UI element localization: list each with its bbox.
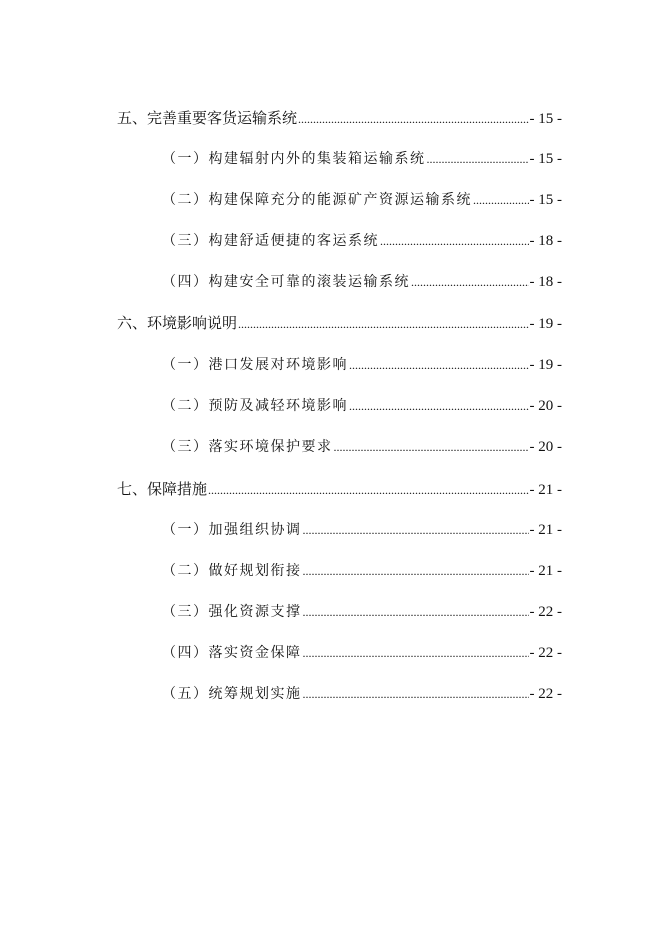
toc-leader-dots — [303, 643, 529, 663]
toc-entry-title: （一）加强组织协调 — [162, 522, 302, 538]
toc-leader-dots — [473, 190, 529, 210]
toc-entry-title: （四）构建安全可靠的滚装运输系统 — [162, 274, 410, 290]
toc-entry-page: - 20 - — [529, 439, 562, 455]
toc-entry-title: （二）做好规划衔接 — [162, 563, 302, 579]
toc-entry[interactable] — [162, 602, 562, 622]
toc-entry-title: （四）落实资金保障 — [162, 645, 302, 661]
toc-leader-dots — [349, 355, 529, 375]
toc-entry[interactable] — [162, 355, 562, 375]
toc-entry-page: - 15 - — [529, 192, 562, 208]
toc-leader-dots — [334, 437, 529, 457]
toc-entry-title: （一）港口发展对环境影响 — [162, 357, 348, 373]
toc-entry-page: - 22 - — [529, 645, 562, 661]
toc-entry[interactable] — [162, 561, 562, 581]
toc-entry[interactable] — [162, 272, 562, 292]
toc-entry-page: - 20 - — [529, 398, 562, 414]
toc-entry-page: - 22 - — [529, 686, 562, 702]
toc-leader-dots — [411, 272, 529, 292]
toc-leader-dots — [349, 396, 529, 416]
toc-entry-title: （三）构建舒适便捷的客运系统 — [162, 233, 379, 249]
toc-entry-title: （三）落实环境保护要求 — [162, 439, 333, 455]
toc-entry-page: - 15 - — [529, 151, 562, 167]
toc-entry-page: - 19 - — [529, 316, 562, 332]
toc-entry[interactable] — [162, 520, 562, 540]
toc-entry-page: - 19 - — [529, 357, 562, 373]
toc-entry-page: - 21 - — [529, 563, 562, 579]
toc-entry-title: （五）统筹规划实施 — [162, 686, 302, 702]
toc-entry-page: - 21 - — [529, 482, 562, 498]
toc-entry-title: （一）构建辐射内外的集装箱运输系统 — [162, 151, 426, 167]
toc-entry[interactable] — [162, 684, 562, 704]
toc-entry-title: 六、环境影响说明 — [117, 314, 238, 332]
toc-entry[interactable] — [117, 108, 562, 129]
toc-entry[interactable] — [117, 479, 562, 500]
toc-entry[interactable] — [162, 437, 562, 457]
toc-leader-dots — [303, 520, 529, 540]
toc-leader-dots — [303, 561, 529, 581]
toc-entry[interactable] — [117, 313, 562, 334]
toc-entry-page: - 18 - — [529, 233, 562, 249]
toc-leader-dots — [303, 684, 529, 704]
toc-entry-page: - 18 - — [529, 274, 562, 290]
toc-leader-dots — [238, 314, 528, 334]
toc-entry-title: （三）强化资源支撑 — [162, 604, 302, 620]
toc-entry-page: - 15 - — [529, 111, 562, 127]
toc-entry[interactable] — [162, 396, 562, 416]
toc-entry-page: - 22 - — [529, 604, 562, 620]
toc-entry[interactable] — [162, 643, 562, 663]
toc-entry[interactable] — [162, 149, 562, 169]
toc-leader-dots — [303, 602, 529, 622]
toc-entry-title: 七、保障措施 — [117, 480, 208, 498]
toc-entry[interactable] — [162, 190, 562, 210]
toc-leader-dots — [380, 231, 529, 251]
toc-leader-dots — [427, 149, 529, 169]
toc-entry-title: （二）构建保障充分的能源矿产资源运输系统 — [162, 192, 472, 208]
toc-entry-page: - 21 - — [529, 522, 562, 538]
toc-leader-dots — [298, 109, 528, 129]
toc-leader-dots — [208, 480, 528, 500]
toc-entry-title: 五、完善重要客货运输系统 — [117, 109, 298, 127]
toc-entry-title: （二）预防及减轻环境影响 — [162, 398, 348, 414]
toc-entry[interactable] — [162, 231, 562, 251]
